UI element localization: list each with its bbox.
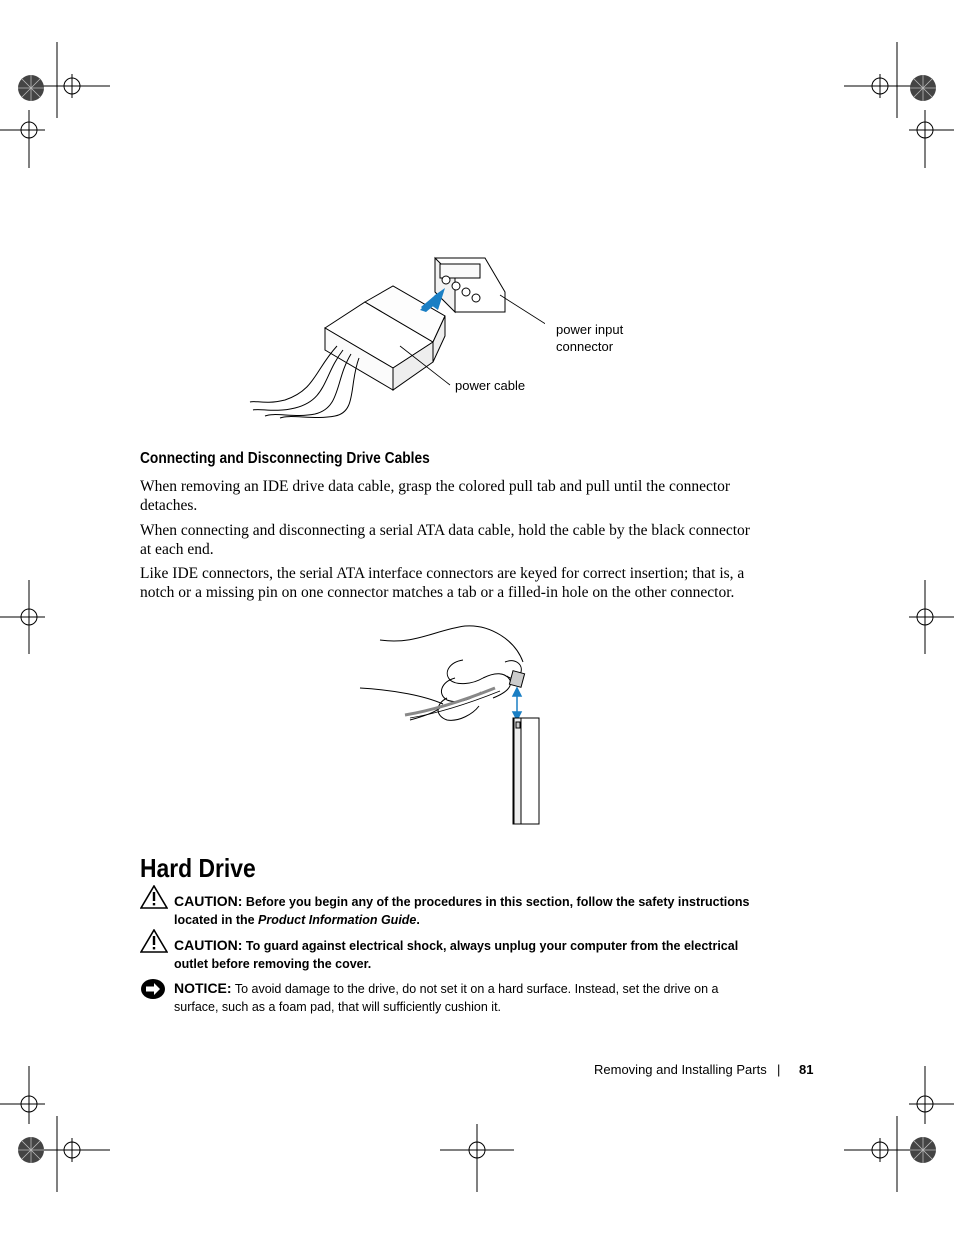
label-power-cable: power cable [455, 378, 526, 393]
caution-text-part1: Before you begin any of the procedures in this section, follow the safety instructions located in the [174, 895, 750, 927]
footer-separator: | [777, 1062, 781, 1077]
notice-hard-surface [174, 980, 764, 1016]
page-title-hard-drive: Hard Drive [140, 853, 256, 883]
label-power-input-connector: power input connector [556, 322, 624, 354]
sata-cable-hand-illustration [355, 620, 545, 830]
notice-text: To avoid damage to the drive, do not set it on a hard surface. Instead, set the drive on a surface, such as a foam pad, that will sufficiently cushion it. [174, 982, 719, 1014]
paragraph-sata-connection: When connecting and disconnecting a serial ATA data cable, hold the cable by the black connector at each end. [140, 522, 750, 558]
product-information-guide-reference: Product Information Guide [258, 912, 417, 927]
section-heading: Connecting and Disconnecting Drive Cables [140, 450, 430, 467]
caution-label: CAUTION: [174, 937, 243, 953]
paragraph-ide-removal: When removing an IDE drive data cable, grasp the colored pull tab and pull until the connector detaches. [140, 478, 731, 514]
notice-arrow-icon [140, 978, 166, 1000]
caution-triangle-icon [140, 885, 168, 909]
paragraph-keyed-connectors: Like IDE connectors, the serial ATA interface connectors are keyed for correct insertion; that is, a notch or a missing pin on one connector matches a tab or a filled-in hole on the other connector. [140, 565, 745, 601]
caution-label: CAUTION: [174, 893, 243, 909]
footer-section-name: Removing and Installing Parts [594, 1062, 767, 1077]
caution-electrical-shock [174, 937, 764, 973]
caution-safety-instructions [174, 893, 764, 929]
caution-triangle-icon [140, 929, 168, 953]
power-cable-illustration [245, 250, 545, 420]
page-number: 81 [799, 1062, 814, 1077]
caution-text-part2: . [416, 912, 420, 927]
caution-text: To guard against electrical shock, always unplug your computer from the electrical outlet before removing the cover. [174, 939, 739, 971]
notice-label: NOTICE: [174, 980, 232, 996]
